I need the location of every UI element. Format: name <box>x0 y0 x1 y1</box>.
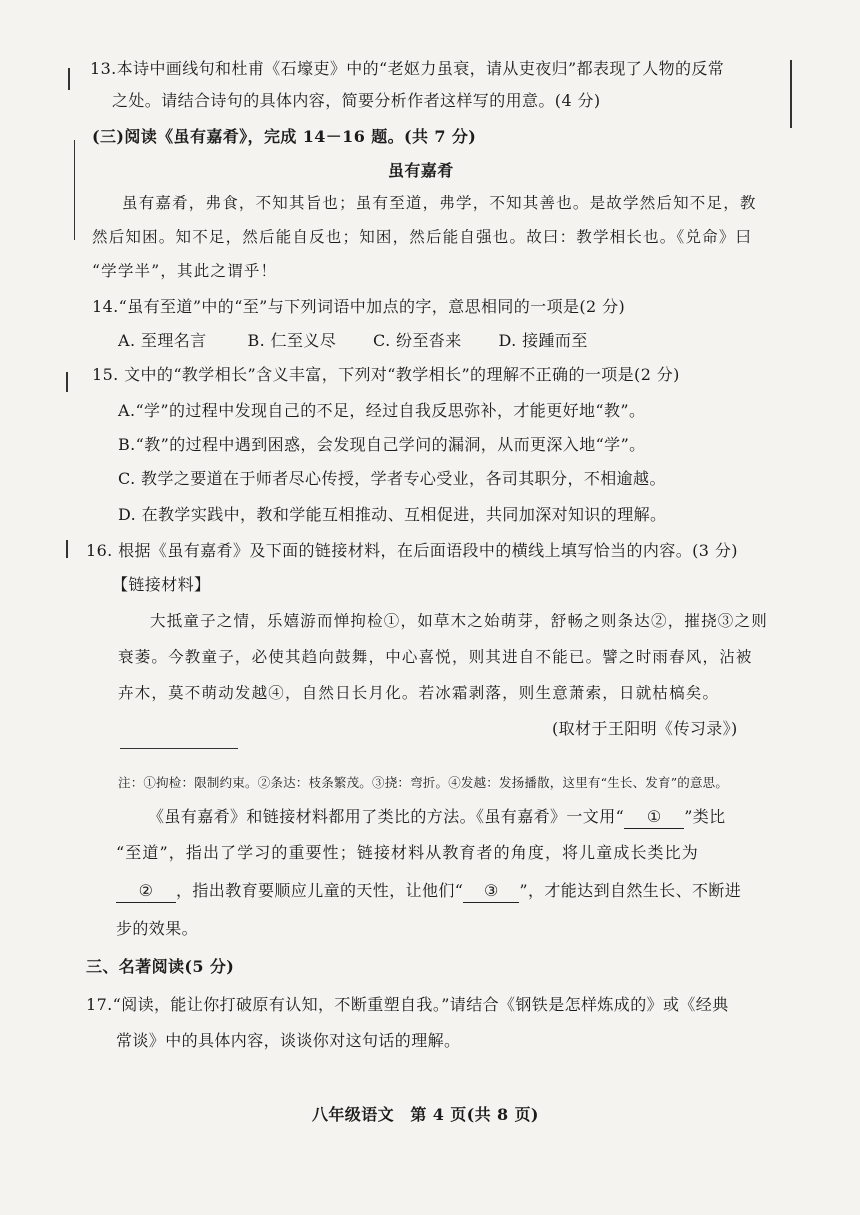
q16-fill-line3-b: ”，才能达到自然生长、不断进 <box>519 881 742 900</box>
passage-line1: 虽有嘉肴，弗食，不知其旨也；虽有至道，弗学，不知其善也。是故学然后知不足，教 <box>122 194 757 212</box>
q13-line1: 13.本诗中画线句和杜甫《石壕吏》中的“老妪力虽衰，请从吏夜归”都表现了人物的反常 <box>90 59 725 78</box>
page-footer: 八年级语文 第 4 页(共 8 页) <box>312 1105 539 1124</box>
q15-option-b[interactable]: B.“教”的过程中遇到困惑，会发现自己学问的漏洞，从而更深入地“学”。 <box>118 435 646 454</box>
margin-mark-left-low <box>66 540 68 558</box>
margin-mark-left-top <box>68 68 70 90</box>
q16-fill-line4: 步的效果。 <box>116 919 199 938</box>
q16-fill-line3-a: ，指出教育要顺应儿童的天性，让他们“ <box>176 881 464 900</box>
passage-line3: “学学半”，其此之谓乎！ <box>92 262 278 280</box>
q16-material-line3: 卉木，莫不萌动发越④，自然日长月化。若冰霜剥落，则生意萧索，日就枯槁矣。 <box>118 684 720 702</box>
q16-stem: 16. 根据《虽有嘉肴》及下面的链接材料，在后面语段中的横线上填写恰当的内容。(3 分) <box>86 541 738 560</box>
q14-stem: 14.“虽有至道”中的“至”与下列词语中加点的字，意思相同的一项是(2 分) <box>92 297 626 316</box>
q17-line2: 常谈》中的具体内容，谈谈你对这句话的理解。 <box>116 1031 461 1050</box>
q14-option-c[interactable]: C. 纷至沓来 <box>373 331 462 350</box>
q15-option-a[interactable]: A.“学”的过程中发现自己的不足，经过自我反思弥补，才能更好地“教”。 <box>118 401 646 420</box>
passage-line2: 然后知困。知不足，然后能自反也；知困，然后能自强也。故曰：教学相长也。《兑命》曰 <box>92 228 753 246</box>
q16-blank-3[interactable]: ③ <box>463 880 519 903</box>
q16-fill-line1-a: 《虽有嘉肴》和链接材料都用了类比的方法。《虽有嘉肴》一文用“ <box>148 807 625 826</box>
margin-mark-right <box>790 60 792 128</box>
q14-option-d[interactable]: D. 接踵而至 <box>498 331 588 350</box>
q16-material-label: 【链接材料】 <box>112 575 211 594</box>
q15-stem: 15. 文中的“教学相长”含义丰富，下列对“教学相长”的理解不正确的一项是(2 分) <box>92 365 680 384</box>
q16-note: 注：①拘检：限制约束。②条达：枝条繁茂。③挠：弯折。④发越：发扬播散，这里有“生长、发育”的意思。 <box>118 775 729 790</box>
q14-option-a[interactable]: A. 至理名言 <box>118 331 207 350</box>
q16-material-line2: 衰萎。今教童子，必使其趋向鼓舞，中心喜悦，则其进自不能已。譬之时雨春风，沾被 <box>118 648 753 666</box>
q14-option-b[interactable]: B. 仁至义尽 <box>247 331 337 350</box>
q15-option-d[interactable]: D. 在教学实践中，教和学能互相推动、互相促进，共同加深对知识的理解。 <box>118 505 667 524</box>
section-classics-heading: 三、名著阅读(5 分) <box>86 957 235 976</box>
passage-title: 虽有嘉肴 <box>388 161 454 180</box>
q13-line2: 之处。请结合诗句的具体内容，简要分析作者这样写的用意。(4 分) <box>112 91 601 110</box>
q16-blank-1[interactable]: ① <box>624 806 684 829</box>
q16-material-line1: 大抵童子之情，乐嬉游而惮拘检①，如草木之始萌芽，舒畅之则条达②，摧挠③之则 <box>150 612 768 630</box>
q17-line1: 17.“阅读，能让你打破原有认知，不断重塑自我。”请结合《钢铁是怎样炼成的》或《经典 <box>86 995 729 1014</box>
q16-fill-line3 <box>116 880 741 903</box>
q16-source: (取材于王阳明《传习录》) <box>552 719 738 738</box>
footnote-rule <box>120 748 238 749</box>
margin-mark-left-mid <box>66 372 68 392</box>
q14-options <box>118 330 588 352</box>
q16-fill-line1-b: ”类比 <box>684 807 726 826</box>
q16-fill-line1 <box>148 806 726 829</box>
q16-fill-line2: “至道”，指出了学习的重要性；链接材料从教育者的角度，将儿童成长类比为 <box>116 843 699 862</box>
section3-heading: (三)阅读《虽有嘉肴》，完成 14－16 题。(共 7 分) <box>92 127 477 146</box>
margin-mark-left-bracket <box>74 140 75 240</box>
q16-blank-2[interactable]: ② <box>116 880 176 903</box>
q15-option-c[interactable]: C. 教学之要道在于师者尽心传授，学者专心受业，各司其职分，不相逾越。 <box>118 469 666 488</box>
